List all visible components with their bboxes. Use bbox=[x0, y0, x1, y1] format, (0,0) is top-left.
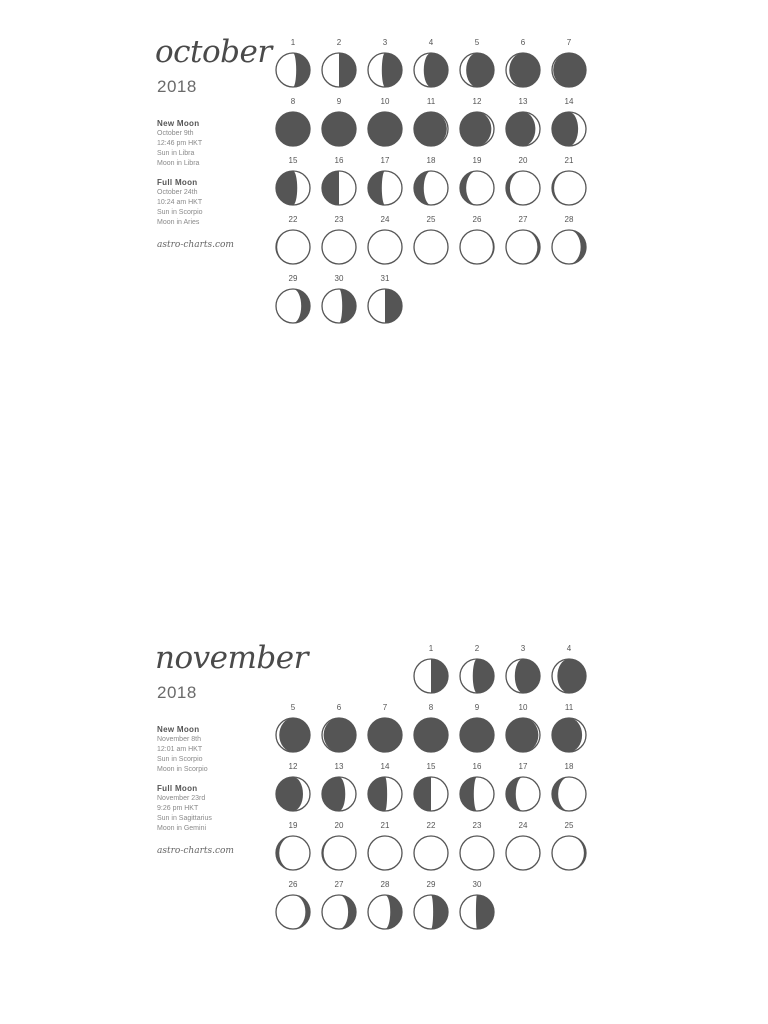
moon-phase-icon bbox=[459, 835, 495, 871]
moon-phase-icon bbox=[275, 717, 311, 753]
month-title: november bbox=[155, 640, 308, 676]
day-cell bbox=[273, 156, 313, 212]
day-cell bbox=[411, 644, 451, 700]
day-cell bbox=[365, 762, 405, 818]
day-number: 10 bbox=[518, 703, 528, 712]
day-number: 15 bbox=[426, 762, 436, 771]
day-cell bbox=[365, 38, 405, 94]
day-cell bbox=[503, 156, 543, 212]
day-number: 28 bbox=[380, 880, 390, 889]
day-number: 7 bbox=[382, 703, 388, 712]
moon-phase-icon bbox=[367, 229, 403, 265]
day-number: 8 bbox=[290, 97, 296, 106]
day-cell bbox=[457, 215, 497, 271]
full-moon-time: 9:26 pm HKT bbox=[157, 805, 199, 812]
day-number: 13 bbox=[518, 97, 528, 106]
moon-lit-portion bbox=[424, 171, 448, 205]
day-cell bbox=[549, 156, 589, 212]
moon-phase-icon bbox=[367, 717, 403, 753]
moon-phase-icon bbox=[321, 835, 357, 871]
moon-phase-icon bbox=[505, 52, 541, 88]
day-cell bbox=[549, 38, 589, 94]
day-cell bbox=[411, 703, 451, 759]
day-cell bbox=[549, 762, 589, 818]
month-calendar-november bbox=[0, 606, 768, 936]
day-cell bbox=[365, 97, 405, 153]
day-number: 24 bbox=[380, 215, 390, 224]
day-number: 30 bbox=[334, 274, 344, 283]
moon-lit-portion bbox=[474, 777, 494, 811]
moon-phase-icon bbox=[413, 170, 449, 206]
moon-phase-icon bbox=[459, 717, 495, 753]
day-number: 2 bbox=[474, 644, 480, 653]
day-number: 19 bbox=[288, 821, 298, 830]
day-number: 27 bbox=[334, 880, 344, 889]
moon-phase-icon bbox=[367, 288, 403, 324]
moon-phase-icon bbox=[413, 52, 449, 88]
day-cell bbox=[457, 821, 497, 877]
day-cell bbox=[503, 762, 543, 818]
moon-phase-icon bbox=[275, 894, 311, 930]
month-year: 2018 bbox=[157, 683, 197, 702]
day-cell bbox=[411, 762, 451, 818]
moon-phase-icon bbox=[275, 288, 311, 324]
day-cell bbox=[273, 821, 313, 877]
day-cell bbox=[503, 821, 543, 877]
moon-phase-icon bbox=[505, 170, 541, 206]
day-number: 18 bbox=[564, 762, 574, 771]
moon-lit-portion bbox=[431, 777, 448, 811]
moon-phase-icon bbox=[413, 894, 449, 930]
moon-phase-icon bbox=[321, 111, 357, 147]
day-number: 21 bbox=[380, 821, 390, 830]
day-cell bbox=[273, 880, 313, 936]
moon-phase-icon bbox=[459, 170, 495, 206]
day-number: 1 bbox=[290, 38, 296, 47]
moon-phase-icon bbox=[551, 52, 587, 88]
moon-phase-icon bbox=[367, 170, 403, 206]
moon-phase-icon bbox=[459, 111, 495, 147]
moon-phase-icon bbox=[459, 52, 495, 88]
new-moon-time: 12:46 pm HKT bbox=[157, 140, 203, 147]
day-number: 6 bbox=[336, 703, 342, 712]
day-number: 5 bbox=[474, 38, 480, 47]
day-number: 9 bbox=[336, 97, 342, 106]
day-cell bbox=[319, 156, 359, 212]
moon-phase-icon bbox=[459, 894, 495, 930]
moon-phase-icon bbox=[275, 776, 311, 812]
moon-phase-icon bbox=[321, 288, 357, 324]
day-number: 16 bbox=[472, 762, 482, 771]
day-cell bbox=[411, 821, 451, 877]
moon-lit-portion bbox=[322, 289, 342, 323]
day-cell bbox=[457, 762, 497, 818]
day-cell bbox=[549, 215, 589, 271]
moon-lit-portion bbox=[322, 53, 339, 87]
day-cell bbox=[319, 215, 359, 271]
day-cell bbox=[319, 762, 359, 818]
moon-phase-icon bbox=[413, 717, 449, 753]
new-moon-moon-sign: Moon in Scorpio bbox=[157, 766, 208, 773]
day-cell bbox=[273, 274, 313, 330]
full-moon-date: November 23rd bbox=[157, 795, 206, 802]
moon-phase-icon bbox=[321, 776, 357, 812]
moon-phase-icon bbox=[275, 835, 311, 871]
day-cell bbox=[273, 97, 313, 153]
full-moon-info bbox=[157, 177, 267, 228]
day-number: 22 bbox=[288, 215, 298, 224]
day-cell bbox=[411, 156, 451, 212]
day-cell bbox=[411, 880, 451, 936]
moon-phase-icon bbox=[551, 835, 587, 871]
moon-phase-icon bbox=[505, 658, 541, 694]
day-number: 29 bbox=[288, 274, 298, 283]
day-number: 28 bbox=[564, 215, 574, 224]
day-cell bbox=[319, 821, 359, 877]
day-cell bbox=[319, 38, 359, 94]
day-cell bbox=[549, 97, 589, 153]
day-cell bbox=[549, 644, 589, 700]
day-cell bbox=[319, 274, 359, 330]
moon-phase-icon bbox=[413, 658, 449, 694]
day-number: 25 bbox=[564, 821, 574, 830]
moon-phase-icon bbox=[413, 111, 449, 147]
day-cell bbox=[549, 821, 589, 877]
day-cell bbox=[411, 215, 451, 271]
new-moon-moon-sign: Moon in Libra bbox=[157, 160, 200, 167]
day-number: 26 bbox=[472, 215, 482, 224]
day-cell bbox=[319, 703, 359, 759]
day-cell bbox=[457, 644, 497, 700]
moon-phase-icon bbox=[321, 717, 357, 753]
day-number: 27 bbox=[518, 215, 528, 224]
day-number: 14 bbox=[380, 762, 390, 771]
moon-phase-icon bbox=[275, 111, 311, 147]
day-cell bbox=[365, 703, 405, 759]
day-cell bbox=[457, 880, 497, 936]
moon-lit-portion bbox=[516, 777, 540, 811]
moon-phase-icon bbox=[551, 111, 587, 147]
moon-phase-icon bbox=[413, 229, 449, 265]
full-moon-heading: Full Moon bbox=[157, 784, 198, 793]
moon-phase-icon bbox=[459, 776, 495, 812]
day-number: 22 bbox=[426, 821, 436, 830]
moon-phase-icon bbox=[459, 658, 495, 694]
moon-phase-icon bbox=[275, 170, 311, 206]
day-number: 31 bbox=[380, 274, 390, 283]
new-moon-date: October 9th bbox=[157, 130, 194, 137]
day-number: 14 bbox=[564, 97, 574, 106]
day-number: 3 bbox=[382, 38, 388, 47]
day-cell bbox=[365, 880, 405, 936]
moon-phase-icon bbox=[321, 229, 357, 265]
moon-phase-icon bbox=[321, 894, 357, 930]
day-number: 3 bbox=[520, 644, 526, 653]
day-cell bbox=[365, 821, 405, 877]
day-cell bbox=[503, 38, 543, 94]
moon-phase-icon bbox=[505, 229, 541, 265]
day-number: 11 bbox=[564, 703, 574, 712]
day-number: 5 bbox=[290, 703, 296, 712]
day-number: 7 bbox=[566, 38, 572, 47]
full-moon-time: 10:24 am HKT bbox=[157, 199, 203, 206]
day-number: 23 bbox=[472, 821, 482, 830]
moon-phase-icon bbox=[413, 835, 449, 871]
site-credit: astro-charts.com bbox=[157, 240, 234, 250]
day-cell bbox=[273, 38, 313, 94]
moon-phase-icon bbox=[551, 776, 587, 812]
day-cell bbox=[319, 880, 359, 936]
day-number: 30 bbox=[472, 880, 482, 889]
moon-phase-icon bbox=[321, 52, 357, 88]
day-number: 9 bbox=[474, 703, 480, 712]
moon-phase-icon bbox=[551, 717, 587, 753]
full-moon-sun-sign: Sun in Scorpio bbox=[157, 209, 203, 216]
day-number: 19 bbox=[472, 156, 482, 165]
month-calendar-october bbox=[0, 0, 768, 330]
day-cell bbox=[549, 703, 589, 759]
day-cell bbox=[457, 703, 497, 759]
day-number: 8 bbox=[428, 703, 434, 712]
day-number: 17 bbox=[380, 156, 390, 165]
moon-lit-portion bbox=[368, 289, 385, 323]
new-moon-time: 12:01 am HKT bbox=[157, 746, 203, 753]
month-title: october bbox=[155, 34, 272, 70]
day-cell bbox=[411, 38, 451, 94]
moon-phase-icon bbox=[367, 835, 403, 871]
day-cell bbox=[365, 215, 405, 271]
new-moon-info bbox=[157, 724, 267, 775]
day-number: 1 bbox=[428, 644, 434, 653]
moon-phase-icon bbox=[367, 894, 403, 930]
new-moon-info bbox=[157, 118, 267, 169]
moon-lit-portion bbox=[460, 895, 477, 929]
moon-phase-icon bbox=[275, 229, 311, 265]
day-cell bbox=[503, 703, 543, 759]
new-moon-sun-sign: Sun in Libra bbox=[157, 150, 195, 157]
moon-phase-icon bbox=[551, 170, 587, 206]
full-moon-info bbox=[157, 783, 267, 834]
day-number: 11 bbox=[426, 97, 436, 106]
new-moon-date: November 8th bbox=[157, 736, 201, 743]
day-cell bbox=[273, 215, 313, 271]
day-number: 20 bbox=[518, 156, 528, 165]
full-moon-moon-sign: Moon in Aries bbox=[157, 219, 200, 226]
new-moon-heading: New Moon bbox=[157, 119, 200, 128]
day-number: 20 bbox=[334, 821, 344, 830]
day-number: 26 bbox=[288, 880, 298, 889]
day-cell bbox=[319, 97, 359, 153]
day-number: 4 bbox=[428, 38, 434, 47]
moon-phase-icon bbox=[551, 229, 587, 265]
moon-lit-portion bbox=[322, 895, 348, 929]
day-number: 24 bbox=[518, 821, 528, 830]
day-number: 12 bbox=[472, 97, 482, 106]
day-number: 4 bbox=[566, 644, 572, 653]
day-cell bbox=[365, 156, 405, 212]
full-moon-date: October 24th bbox=[157, 189, 198, 196]
moon-lit-portion bbox=[276, 53, 296, 87]
moon-lit-portion bbox=[339, 171, 356, 205]
day-cell bbox=[457, 38, 497, 94]
day-cell bbox=[365, 274, 405, 330]
moon-lit-portion bbox=[385, 777, 402, 811]
moon-phase-icon bbox=[367, 776, 403, 812]
day-number: 21 bbox=[564, 156, 574, 165]
full-moon-heading: Full Moon bbox=[157, 178, 198, 187]
day-cell bbox=[503, 215, 543, 271]
day-cell bbox=[503, 644, 543, 700]
day-number: 18 bbox=[426, 156, 436, 165]
moon-lit-portion bbox=[382, 171, 402, 205]
moon-phase-icon bbox=[275, 52, 311, 88]
day-cell bbox=[411, 97, 451, 153]
moon-phase-icon bbox=[459, 229, 495, 265]
day-cell bbox=[457, 97, 497, 153]
day-cell bbox=[457, 156, 497, 212]
day-cell bbox=[273, 762, 313, 818]
day-number: 17 bbox=[518, 762, 528, 771]
moon-phase-icon bbox=[505, 776, 541, 812]
moon-phase-icon bbox=[367, 111, 403, 147]
day-number: 13 bbox=[334, 762, 344, 771]
day-number: 10 bbox=[380, 97, 390, 106]
new-moon-sun-sign: Sun in Scorpio bbox=[157, 756, 203, 763]
day-number: 12 bbox=[288, 762, 298, 771]
day-number: 2 bbox=[336, 38, 342, 47]
moon-phase-icon bbox=[505, 717, 541, 753]
day-number: 25 bbox=[426, 215, 436, 224]
day-number: 16 bbox=[334, 156, 344, 165]
moon-lit-portion bbox=[414, 895, 433, 929]
moon-phase-icon bbox=[321, 170, 357, 206]
moon-lit-portion bbox=[276, 289, 301, 323]
site-credit: astro-charts.com bbox=[157, 846, 234, 856]
moon-lit-portion bbox=[414, 659, 431, 693]
moon-phase-icon bbox=[505, 835, 541, 871]
day-cell bbox=[273, 703, 313, 759]
full-moon-sun-sign: Sun in Sagittarius bbox=[157, 815, 212, 822]
moon-lit-portion bbox=[368, 895, 390, 929]
day-number: 15 bbox=[288, 156, 298, 165]
day-cell bbox=[503, 97, 543, 153]
full-moon-moon-sign: Moon in Gemini bbox=[157, 825, 207, 832]
new-moon-heading: New Moon bbox=[157, 725, 200, 734]
day-number: 29 bbox=[426, 880, 436, 889]
moon-phase-icon bbox=[413, 776, 449, 812]
day-number: 6 bbox=[520, 38, 526, 47]
moon-phase-icon bbox=[505, 111, 541, 147]
moon-phase-icon bbox=[367, 52, 403, 88]
month-year: 2018 bbox=[157, 77, 197, 96]
day-number: 23 bbox=[334, 215, 344, 224]
moon-phase-icon bbox=[551, 658, 587, 694]
